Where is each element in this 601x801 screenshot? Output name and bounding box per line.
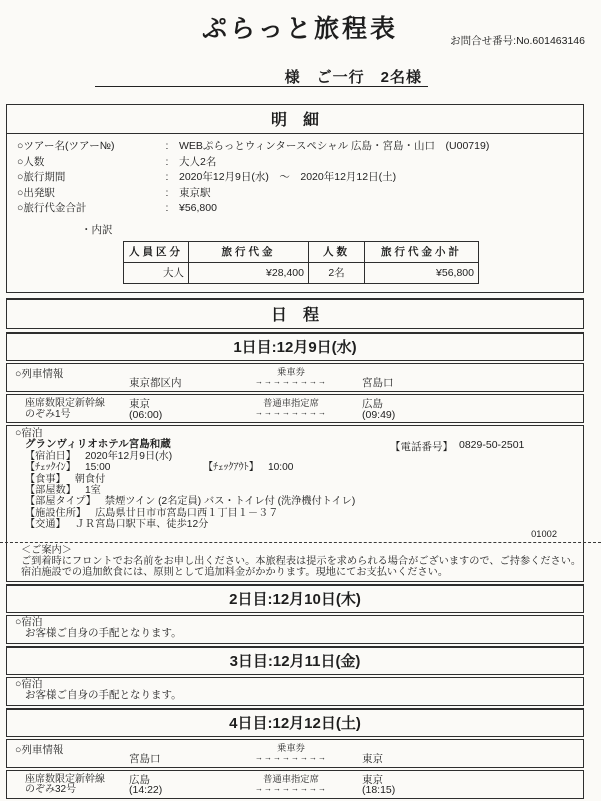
breakdown-header-row <box>124 241 479 262</box>
period-value: 2020年12月9日(水) ～ 2020年12月12日(土) <box>179 171 397 184</box>
detail-row-tour-name <box>17 139 573 155</box>
meal-value: 朝食付 <box>74 473 106 485</box>
phone-label: 【電話番号】 <box>390 440 453 453</box>
access-value: ＪＲ宮島口駅下車、徒歩12分 <box>74 518 209 530</box>
guest-name-line: 様 ご一行 2名様 <box>95 60 428 87</box>
detail-row-total <box>17 201 573 217</box>
day2-header: 2日目:12月10日(木) <box>6 584 584 613</box>
notice-title: ＜ご案内＞ <box>21 544 72 556</box>
lodging-label: ○宿泊 <box>15 615 43 628</box>
notice-line-1: ご到着時にフロントでお名前をお申し出ください。本旅程表は提示を求められる場合がございますので、ご持参ください。 <box>21 555 582 567</box>
train-arrival <box>362 399 395 420</box>
ticket-type <box>229 367 353 386</box>
room-type-value: 禁煙ツイン (2名定員) バス・トイレ付 (洗浄機付トイレ) <box>104 496 356 508</box>
train-name-line1: 座席数限定新幹線 <box>25 773 105 785</box>
lodging-label: ○宿泊 <box>15 677 43 690</box>
details-section-title: 明 細 <box>7 105 583 134</box>
checkin-time: 15:00 <box>84 462 111 474</box>
address-value: 広島県廿日市市宮島口西１丁目１－３７ <box>95 507 279 519</box>
stay-date-label: 【宿泊日】 <box>25 451 76 463</box>
route-arrows-icon: →→→→→→→→ <box>255 752 327 762</box>
document-body <box>6 104 584 801</box>
page-title: ぷらっと旅程表 <box>201 15 398 43</box>
ticket-type-label: 乗車券 <box>277 742 305 753</box>
rooms-line <box>25 485 583 496</box>
access-line <box>25 519 583 530</box>
checkin-label: 【ﾁｪｯｸｲﾝ】 <box>25 462 76 474</box>
train-to-station: 東京 <box>362 773 383 786</box>
lodging-label: ○宿泊 <box>15 426 43 439</box>
train-departure <box>129 399 162 420</box>
train-name-line1: 座席数限定新幹線 <box>25 397 105 409</box>
detail-row-departure <box>17 186 573 202</box>
seat-class-label: 普通車指定席 <box>263 397 319 408</box>
stay-date-value: 2020年12月9日(水) <box>84 451 173 463</box>
cell-subtotal: ¥56,800 <box>365 262 479 283</box>
cell-price: ¥28,400 <box>189 262 309 283</box>
day1-train-row <box>6 394 584 423</box>
route-arrows-icon: →→→→→→→→ <box>255 376 327 386</box>
rooms-value: 1室 <box>84 484 101 496</box>
train-arrival <box>362 775 395 796</box>
day3-lodging-section <box>6 677 584 706</box>
checkout-label: 【ﾁｪｯｸｱｳﾄ】 <box>202 462 259 474</box>
pax-value: 大人2名 <box>179 155 217 168</box>
phone-number: 0829-50-2501 <box>459 438 525 451</box>
train-to-time: (18:15) <box>362 784 396 797</box>
separator: : <box>165 140 169 152</box>
checkin-checkout-line <box>25 462 583 473</box>
train-info-label: ○列車情報 <box>15 743 64 756</box>
meal-line <box>25 474 583 485</box>
train-from-time: (06:00) <box>129 408 163 421</box>
separator: : <box>165 186 169 199</box>
separator: : <box>165 202 169 215</box>
sheet-number: 01002 <box>531 529 557 540</box>
stay-date-line <box>25 451 583 462</box>
detail-row-pax <box>17 155 573 171</box>
access-label: 【交通】 <box>25 518 66 530</box>
departure-station-value: 東京駅 <box>179 186 211 199</box>
train-info-label: ○列車情報 <box>15 367 64 380</box>
rooms-label: 【部屋数】 <box>25 484 76 496</box>
pax-label: ○人数 <box>17 155 45 168</box>
col-header-subtotal: 旅行代金小計 <box>365 241 479 262</box>
col-header-count: 人数 <box>309 241 365 262</box>
day1-header: 1日目:12月9日(水) <box>6 332 584 361</box>
train-from-station: 東京 <box>129 397 150 410</box>
ticket-type-label: 乗車券 <box>277 366 305 377</box>
cut-line <box>0 542 601 543</box>
ticket-type <box>229 743 353 762</box>
breakdown-table <box>123 241 479 284</box>
train-from-station: 広島 <box>129 773 150 786</box>
separator: : <box>165 155 169 168</box>
breakdown-label: ・内訳 <box>81 223 113 236</box>
cell-category: 大人 <box>124 262 189 283</box>
room-type-line <box>25 496 583 507</box>
meal-label: 【食事】 <box>25 473 66 485</box>
address-line <box>25 508 583 519</box>
col-header-category: 人員区分 <box>124 241 189 262</box>
day4-train-row <box>6 770 584 799</box>
total-price-label: ○旅行代金合計 <box>17 202 87 215</box>
train-to-station: 広島 <box>362 397 383 410</box>
total-price-value: ¥56,800 <box>179 202 217 215</box>
address-label: 【施設住所】 <box>25 507 87 519</box>
tour-name-value: WEBぷらっとウィンタースペシャル 広島・宮島・山口 (U00719) <box>179 140 490 152</box>
day4-train-info-row <box>6 739 584 768</box>
seat-class-label: 普通車指定席 <box>263 773 319 784</box>
train-name <box>25 775 105 796</box>
day3-header: 3日目:12月11日(金) <box>6 646 584 675</box>
train-name-line2: のぞみ32号 <box>25 784 77 796</box>
hotel-name: グランヴィリオホテル宮島和蔵 <box>25 438 171 451</box>
inquiry-number: お問合せ番号:No.601463146 <box>450 35 585 47</box>
day1-train-info-row <box>6 363 584 392</box>
notice-line-2: 宿泊施設での追加飲食には、原則として追加料金がかかります。現地にてお支払いください。 <box>21 566 449 578</box>
period-label: ○旅行期間 <box>17 171 66 184</box>
ticket-from-station: 宮島口 <box>129 752 161 765</box>
seat-class <box>229 398 353 417</box>
separator: : <box>165 171 169 184</box>
detail-row-period <box>17 170 573 186</box>
train-to-time: (09:49) <box>362 408 396 421</box>
lodging-self-arranged-text: お客様ご自身の手配となります。 <box>25 627 182 640</box>
ticket-to-station: 宮島口 <box>362 376 394 389</box>
day2-lodging-section <box>6 615 584 644</box>
tour-name-label: ○ツアー名(ツアー№) <box>17 140 115 152</box>
train-name-line2: のぞみ1号 <box>25 408 71 420</box>
ticket-from-station: 東京都区内 <box>129 376 182 389</box>
departure-station-label: ○出発駅 <box>17 186 55 199</box>
details-section <box>6 104 584 293</box>
seat-class <box>229 774 353 793</box>
route-arrows-icon: →→→→→→→→ <box>255 783 327 793</box>
train-name <box>25 399 105 420</box>
checkout-time: 10:00 <box>267 462 294 474</box>
lodging-self-arranged-text: お客様ご自身の手配となります。 <box>25 689 182 702</box>
col-header-price: 旅行代金 <box>189 241 309 262</box>
day1-lodging-section <box>6 425 584 582</box>
route-arrows-icon: →→→→→→→→ <box>255 407 327 417</box>
details-body <box>7 134 583 292</box>
room-type-label: 【部屋タイプ】 <box>25 496 96 508</box>
cell-count: 2名 <box>309 262 365 283</box>
ticket-to-station: 東京 <box>362 752 383 765</box>
day4-header: 4日目:12月12日(土) <box>6 708 584 737</box>
train-departure <box>129 775 162 796</box>
train-from-time: (14:22) <box>129 784 163 797</box>
schedule-section-title: 日 程 <box>6 298 584 329</box>
breakdown-data-row <box>124 262 479 283</box>
